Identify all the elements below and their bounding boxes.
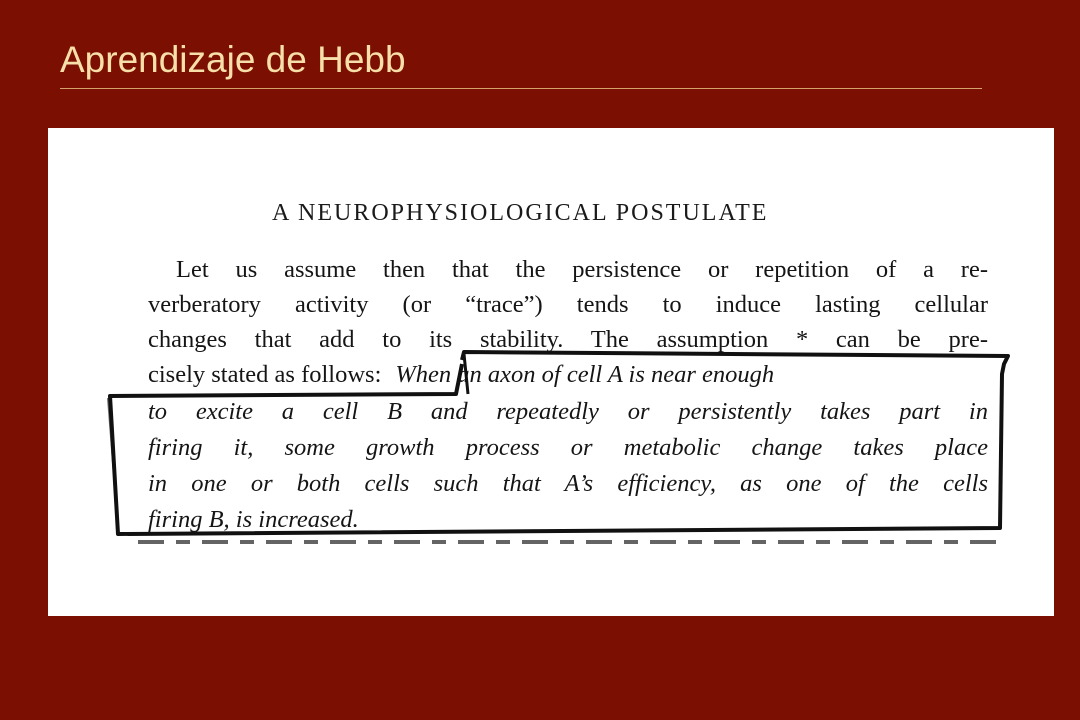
title-divider bbox=[60, 88, 982, 89]
excerpt-line-plain: cisely stated as follows: bbox=[148, 361, 382, 388]
postulate-line: to excite a cell B and repeatedly or persistently takes part in bbox=[148, 398, 988, 425]
scanned-excerpt bbox=[48, 128, 1054, 616]
excerpt-line: changes that add to its stability. The assumption * can be pre- bbox=[148, 326, 988, 353]
cropped-text-line bbox=[138, 540, 998, 544]
postulate-line: in one or both cells such that A’s efficiency, as one of the cells bbox=[148, 470, 988, 497]
postulate-line: firing it, some growth process or metabolic change takes place bbox=[148, 434, 988, 461]
slide-title: Aprendizaje de Hebb bbox=[60, 39, 406, 80]
postulate-text-start: When an axon of cell A is near enough bbox=[395, 361, 775, 388]
excerpt-heading: A NEUROPHYSIOLOGICAL POSTULATE bbox=[272, 200, 769, 226]
excerpt-line: verberatory activity (or “trace”) tends to induce lasting cellular bbox=[148, 291, 988, 318]
excerpt-line: Let us assume then that the persistence or repetition of a re- bbox=[176, 256, 988, 283]
postulate-line: firing B, is increased. bbox=[148, 506, 359, 533]
